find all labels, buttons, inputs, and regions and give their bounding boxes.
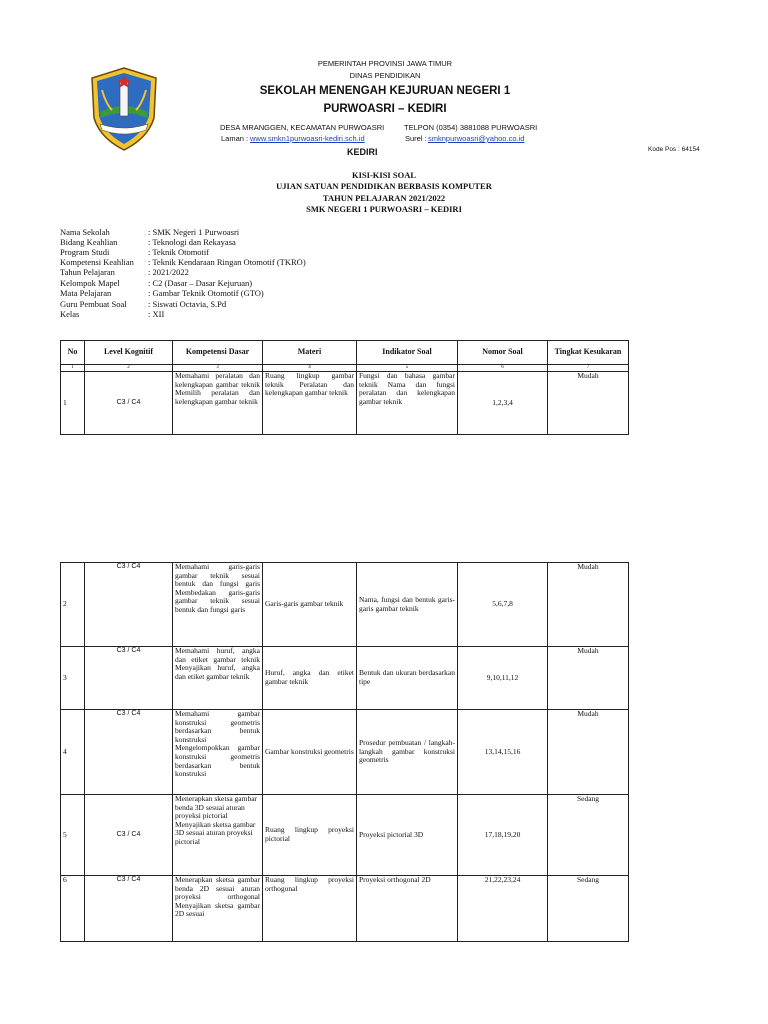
- th-level: Level Kognitif: [85, 341, 173, 365]
- header-email-label: Surel :: [405, 134, 427, 143]
- cell-materi: Ruang lingkup proyeksi orthogonal: [263, 876, 357, 942]
- cell-nomor: 5,6,7,8: [458, 563, 548, 647]
- table-row: [61, 563, 629, 647]
- cell-level: C3 / C4: [85, 710, 173, 795]
- cell-indikator: Fungsi dan bahasa gambar teknik Nama dan fungsi peralatan dan kelengkapan gambar teknik: [357, 372, 458, 435]
- cell-indikator: Bentuk dan ukuran berdasarkan tipe: [357, 647, 458, 710]
- cell-materi: Gambar konstruksi geometris: [263, 710, 357, 795]
- header-web-label: Laman :: [221, 134, 249, 143]
- col-number: 2: [85, 365, 173, 372]
- header-dept: DINAS PENDIDIKAN: [349, 71, 421, 80]
- cell-tingkat: Sedang: [548, 795, 629, 876]
- cell-materi: Huruf, angka dan etiket gambar teknik: [263, 647, 357, 710]
- identity-row: Guru Pembuat Soal : Siswati Octavia, S.Pd: [60, 299, 227, 309]
- cell-kd: Memahami gambar konstruksi geometris berdasarkan bentuk konstruksi Mengelompokkan gambar konstruksi geometris berdasarkan bentuk konstruksi: [173, 710, 263, 795]
- cell-kd: Menerapkan sketsa gambar benda 3D sesuai aturan proyeksi pictorial Menyajikan sketsa gambar 3D sesuai aturan proyeksi pictorial: [173, 795, 263, 876]
- cell-indikator: Prosedur pembuatan / langkah-langkah gambar konstruksi geometris: [357, 710, 458, 795]
- th-no: No: [61, 341, 85, 365]
- doc-title-4: SMK NEGERI 1 PURWOASRI – KEDIRI: [306, 204, 462, 214]
- cell-nomor: 21,22,23,24: [458, 876, 548, 942]
- website-link[interactable]: www.smkn1purwoasri-kediri.sch.id: [250, 134, 365, 143]
- identity-row: Nama Sekolah : SMK Negeri 1 Purwoasri: [60, 227, 240, 237]
- identity-row: Program Studi : Teknik Otomotif: [60, 247, 210, 257]
- table-row: [61, 795, 629, 876]
- header-postcode: Kode Pos : 64154: [648, 146, 700, 153]
- th-nomor: Nomor Soal: [458, 341, 548, 365]
- table-header-row: [61, 341, 629, 365]
- cell-no: 2: [61, 563, 85, 647]
- cell-materi: Ruang lingkup gambar teknik Peralatan dan kelengkapan gambar teknik: [263, 372, 357, 435]
- header-city: PURWOASRI – KEDIRI: [323, 103, 447, 115]
- cell-nomor: 17,18,19,20: [458, 795, 548, 876]
- identity-row: Mata Pelajaran : Gambar Teknik Otomotif (GTO): [60, 288, 264, 298]
- table-row: [61, 710, 629, 795]
- cell-level: C3 / C4: [85, 795, 173, 876]
- header-address: DESA MRANGGEN, KECAMATAN PURWOASRI: [220, 123, 385, 132]
- doc-title-3: TAHUN PELAJARAN 2021/2022: [322, 193, 446, 203]
- cell-level: C3 / C4: [85, 563, 173, 647]
- cell-kd: Memahami garis-garis gambar teknik sesuai bentuk dan fungsi garis Membedakan garis-garis gambar teknik sesuai bentuk dan fungsi garis: [173, 563, 263, 647]
- cell-tingkat: Sedang: [548, 876, 629, 942]
- col-number: 5: [357, 365, 458, 372]
- identity-row: Kompetensi Keahlian : Teknik Kendaraan Ringan Otomotif (TKRO): [60, 257, 306, 267]
- cell-tingkat: Mudah: [548, 563, 629, 647]
- cell-no: 1: [61, 372, 85, 435]
- doc-title-1: KISI-KISI SOAL: [351, 170, 416, 180]
- cell-kd: Memahami huruf, angka dan etiket gambar teknik Menyajikan huruf, angka dan etiket gambar teknik: [173, 647, 263, 710]
- cell-kd: Menerapkan sketsa gambar benda 2D sesuai aturan proyeksi orthogonal Menyajikan sketsa gambar 2D sesuai: [173, 876, 263, 942]
- th-kd: Kompetensi Dasar: [173, 341, 263, 365]
- cell-level: C3 / C4: [85, 647, 173, 710]
- identity-row: Tahun Pelajaran : 2021/2022: [60, 267, 189, 277]
- cell-level: C3 / C4: [85, 372, 173, 435]
- cell-tingkat: Mudah: [548, 372, 629, 435]
- identity-row: Bidang Keahlian : Teknologi dan Rekayasa: [60, 237, 236, 247]
- cell-no: 3: [61, 647, 85, 710]
- cell-tingkat: Mudah: [548, 710, 629, 795]
- doc-title-2: UJIAN SATUAN PENDIDIKAN BERBASIS KOMPUTER: [276, 181, 492, 191]
- email-link[interactable]: smknpurwoasri@yahoo.co.id: [428, 134, 525, 143]
- column-number-row: [61, 365, 629, 372]
- cell-indikator: Proyeksi pictorial 3D: [357, 795, 458, 876]
- cell-materi: Garis-garis gambar teknik: [263, 563, 357, 647]
- cell-nomor: 13,14,15,16: [458, 710, 548, 795]
- cell-no: 6: [61, 876, 85, 942]
- cell-nomor: 9,10,11,12: [458, 647, 548, 710]
- header-region: KEDIRI: [347, 147, 378, 157]
- cell-nomor: 1,2,3,4: [458, 372, 548, 435]
- cell-no: 4: [61, 710, 85, 795]
- th-indikator: Indikator Soal: [357, 341, 458, 365]
- table-row: [61, 372, 629, 435]
- cell-no: 5: [61, 795, 85, 876]
- cell-tingkat: Mudah: [548, 647, 629, 710]
- header-school: SEKOLAH MENENGAH KEJURUAN NEGERI 1: [259, 85, 511, 97]
- identity-row: Kelompok Mapel : C2 (Dasar – Dasar Kejuruan): [60, 278, 253, 288]
- col-number: 7: [548, 365, 629, 372]
- header-gov: PEMERINTAH PROVINSI JAWA TIMUR: [317, 59, 453, 68]
- cell-indikator: Proyeksi orthogonal 2D: [357, 876, 458, 942]
- col-number: 3: [173, 365, 263, 372]
- identity-row: Kelas : XII: [60, 309, 165, 319]
- school-logo: [88, 66, 160, 152]
- cell-kd: Memahami peralatan dan kelengkapan gambar teknik Memilih peralatan dan kelengkapan gambar teknik: [173, 372, 263, 435]
- cell-indikator: Nama, fungsi dan bentuk garis-garis gambar teknik: [357, 563, 458, 647]
- table-row: [61, 876, 629, 942]
- kisi-table-1: [60, 340, 629, 435]
- cell-materi: Ruang lingkup proyeksi pictorial: [263, 795, 357, 876]
- col-number: 4: [263, 365, 357, 372]
- header-phone: TELPON (0354) 3881088 PURWOASRI: [404, 123, 538, 132]
- cell-level: C3 / C4: [85, 876, 173, 942]
- col-number: 1: [61, 365, 85, 372]
- kisi-table-2: [60, 562, 629, 942]
- col-number: 6: [458, 365, 548, 372]
- th-materi: Materi: [263, 341, 357, 365]
- th-tingkat: Tingkat Kesukaran: [548, 341, 629, 365]
- table-row: [61, 647, 629, 710]
